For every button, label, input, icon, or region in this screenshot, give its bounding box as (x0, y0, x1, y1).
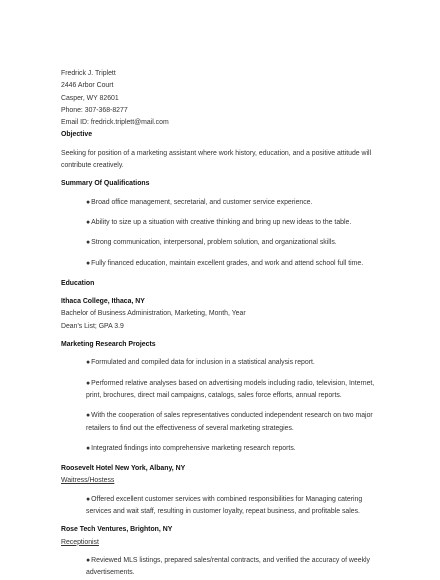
project-item (61, 443, 376, 455)
bullet-icon: ● (86, 198, 91, 206)
contact-email: Email ID: fredrick.triplett@mail.com (61, 119, 169, 127)
objective-text: Seeking for position of a marketing assistant where work history, education, and a positive attitude will contribute creatively. (61, 149, 372, 170)
education-school: Ithaca College, Ithaca, NY (61, 298, 145, 306)
bullet-icon: ● (86, 239, 91, 247)
bullet-icon: ● (86, 259, 91, 267)
qualification-item (61, 237, 376, 249)
bullet-icon: ● (86, 444, 91, 452)
bullet-icon: ● (86, 379, 91, 387)
project-text: Integrated findings into comprehensive marketing research reports. (91, 444, 296, 452)
bullet-icon: ● (86, 359, 91, 367)
job-employer: Rose Tech Ventures, Brighton, NY (61, 526, 173, 534)
bullet-icon: ● (86, 556, 91, 564)
project-text: With the cooperation of sales representatives conducted independent research on two major retailers to find out the effectiveness of several marketing strategies. (86, 412, 373, 432)
job-duty-item (61, 494, 376, 519)
contact-phone: Phone: 307-368-8277 (61, 106, 128, 114)
objective-heading: Objective (61, 131, 93, 139)
education-heading: Education (61, 279, 95, 287)
resume-content (61, 68, 381, 580)
qualification-item (61, 217, 376, 229)
contact-address-line-2: Casper, WY 82601 (61, 94, 119, 102)
qualification-text: Ability to size up a situation with creative thinking and bring up new ideas to the table. (91, 218, 352, 226)
qualification-text: Strong communication, interpersonal, problem solution, and organizational skills. (91, 239, 337, 247)
qualification-item (61, 197, 376, 209)
qualification-text: Fully financed education, maintain excellent grades, and work and attend school full time. (91, 259, 364, 267)
project-text: Formulated and compiled data for inclusion in a statistical analysis report. (91, 359, 315, 367)
job-title: Waitress/Hostess (61, 477, 115, 485)
job-title: Receptionist (61, 538, 99, 546)
projects-heading: Marketing Research Projects (61, 341, 156, 349)
project-text: Performed relative analyses based on advertising models including radio, television, Internet, print, brochures, direct mail campaigns, catalogs, sales force efforts, annual reports. (86, 379, 375, 399)
project-item (61, 410, 376, 435)
education-honors: Dean's List; GPA 3.9 (61, 322, 124, 330)
bullet-icon: ● (86, 495, 91, 503)
job-duty-item (61, 555, 376, 580)
contact-address-line-1: 2446 Arbor Court (61, 82, 114, 90)
project-item (61, 357, 376, 369)
qualification-text: Broad office management, secretarial, and customer service experience. (91, 198, 313, 206)
bullet-icon: ● (86, 412, 91, 420)
contact-name: Fredrick J. Triplett (61, 70, 116, 77)
education-degree: Bachelor of Business Administration, Marketing, Month, Year (61, 310, 246, 318)
qualifications-heading: Summary Of Qualifications (61, 180, 150, 188)
job-duty-text: Reviewed MLS listings, prepared sales/rental contracts, and verified the accuracy of weekly advertisements. (86, 556, 370, 577)
qualification-item (61, 258, 376, 270)
project-item (61, 378, 376, 403)
job-duty-text: Offered excellent customer services with combined responsibilities for Managing catering services and wait staff, resulting in customer loyalty, repeat business, and profitable sales. (86, 495, 363, 516)
job-employer: Roosevelt Hotel New York, Albany, NY (61, 465, 186, 473)
bullet-icon: ● (86, 218, 91, 226)
